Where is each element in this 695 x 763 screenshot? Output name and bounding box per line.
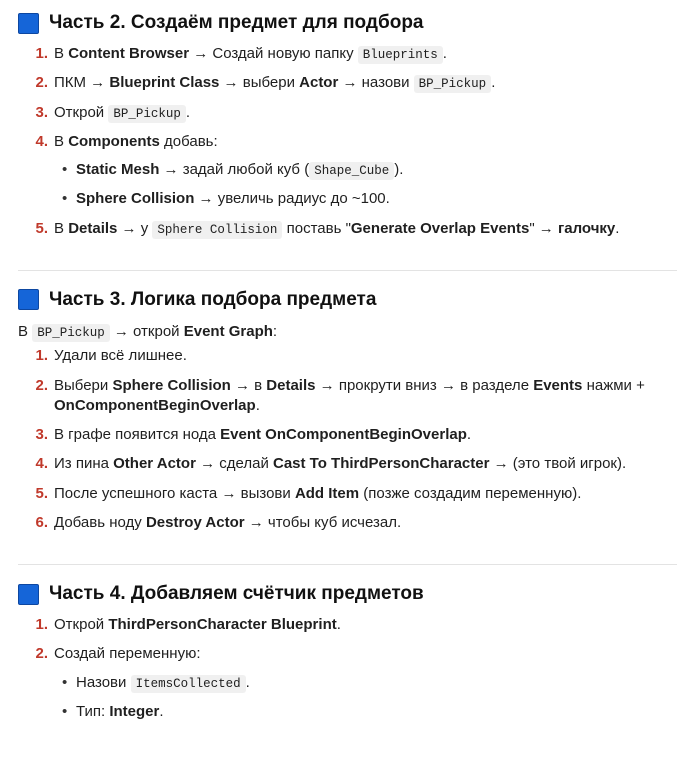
sub-list-item bbox=[76, 673, 677, 693]
text-run: : bbox=[272, 322, 278, 340]
text-run: В bbox=[54, 45, 69, 62]
emphasis-text: Static Mesh bbox=[76, 161, 160, 178]
emphasis-text: Sphere Collision bbox=[112, 376, 231, 394]
sub-list-item bbox=[76, 189, 677, 209]
emphasis-text: Details bbox=[266, 376, 316, 394]
text-run: ПКМ → bbox=[54, 74, 110, 92]
inline-code: BP_Pickup bbox=[32, 324, 110, 342]
list-item bbox=[54, 73, 677, 93]
text-run: . bbox=[466, 426, 472, 443]
text-run: ). bbox=[394, 161, 404, 178]
text-run: . bbox=[159, 702, 164, 720]
emphasis-text: Cast To ThirdPersonCharacter bbox=[273, 455, 490, 473]
emphasis-text: Content Browser bbox=[68, 45, 190, 62]
section-header bbox=[18, 583, 677, 605]
section-title: Часть 2. Создаём предмет для подбора bbox=[49, 12, 424, 33]
list-item bbox=[54, 219, 677, 239]
list-item bbox=[54, 346, 677, 366]
emphasis-text: Sphere Collision bbox=[76, 190, 195, 208]
text-run: Выбери bbox=[54, 376, 113, 394]
list-item bbox=[54, 484, 677, 504]
text-run: . bbox=[255, 396, 260, 414]
text-run: В bbox=[54, 132, 69, 150]
text-run: (позже создадим переменную). bbox=[359, 484, 582, 502]
section-header bbox=[18, 289, 677, 311]
emphasis-text: Actor bbox=[299, 74, 339, 92]
list-item bbox=[54, 644, 677, 722]
emphasis-text: Blueprint Class bbox=[109, 74, 220, 92]
text-run: добавь: bbox=[159, 132, 218, 150]
text-run: поставь " bbox=[282, 219, 351, 237]
text-run: Открой bbox=[54, 103, 109, 121]
document-section bbox=[18, 289, 677, 552]
list-item bbox=[54, 103, 677, 123]
emphasis-text: Add Item bbox=[294, 484, 360, 502]
text-run: " → bbox=[529, 219, 558, 237]
text-run: В bbox=[18, 322, 33, 340]
text-run: Открой bbox=[54, 616, 109, 633]
section-title: Часть 4. Добавляем счётчик предметов bbox=[49, 583, 424, 604]
sub-list bbox=[54, 673, 677, 723]
emphasis-text: ThirdPersonCharacter Blueprint bbox=[108, 616, 337, 633]
text-run: → у bbox=[117, 219, 153, 237]
section-header bbox=[18, 12, 677, 34]
text-run: После успешного каста → вызови bbox=[54, 484, 295, 502]
text-run: . bbox=[615, 219, 620, 237]
inline-code: ItemsCollected bbox=[131, 675, 246, 693]
text-run: → чтобы куб исчезал. bbox=[244, 513, 402, 531]
emphasis-text: Details bbox=[68, 219, 118, 237]
text-run: → назови bbox=[338, 74, 414, 92]
sub-list-item bbox=[76, 160, 677, 180]
text-run: → открой bbox=[109, 322, 184, 340]
step-list bbox=[18, 44, 677, 239]
text-run: . bbox=[336, 616, 341, 633]
text-run: В графе появится нода bbox=[54, 426, 221, 443]
emphasis-text: Components bbox=[68, 132, 160, 150]
step-list bbox=[18, 615, 677, 722]
text-run: Тип: bbox=[76, 702, 110, 720]
text-run: . bbox=[245, 673, 250, 691]
sub-list-item bbox=[76, 702, 677, 722]
emphasis-text: Other Actor bbox=[113, 455, 196, 473]
blue-square-icon bbox=[18, 289, 39, 310]
emphasis-text: галочку bbox=[557, 219, 616, 237]
text-run: → задай любой куб ( bbox=[159, 161, 310, 178]
emphasis-text: Events bbox=[533, 376, 583, 394]
text-run: → увеличь радиус до ~100. bbox=[194, 190, 390, 208]
document-section bbox=[18, 583, 677, 741]
section-divider bbox=[18, 564, 677, 565]
text-run: . bbox=[491, 74, 496, 92]
document-section bbox=[18, 12, 677, 258]
blue-square-icon bbox=[18, 584, 39, 605]
step-list bbox=[18, 346, 677, 533]
inline-code: Shape_Cube bbox=[309, 162, 394, 180]
list-item bbox=[54, 376, 677, 417]
text-run: Удали всё лишнее. bbox=[54, 347, 187, 365]
emphasis-text: Destroy Actor bbox=[145, 513, 245, 531]
emphasis-text: Event OnComponentBeginOverlap bbox=[220, 426, 467, 443]
inline-code: BP_Pickup bbox=[414, 75, 492, 93]
list-item bbox=[54, 132, 677, 210]
section-divider bbox=[18, 270, 677, 271]
text-run: Назови bbox=[76, 673, 131, 691]
text-run: нажми + bbox=[582, 376, 645, 394]
emphasis-text: OnComponentBeginOverlap bbox=[54, 396, 256, 414]
inline-code: BP_Pickup bbox=[108, 105, 186, 123]
list-item bbox=[54, 454, 677, 474]
section-title: Часть 3. Логика подбора предмета bbox=[49, 288, 377, 310]
text-run: Добавь ноду bbox=[54, 513, 146, 531]
emphasis-text: Event Graph bbox=[183, 322, 273, 340]
text-run: → выбери bbox=[219, 74, 300, 92]
list-item bbox=[54, 615, 677, 635]
section-intro bbox=[18, 321, 677, 343]
inline-code: Blueprints bbox=[358, 46, 443, 64]
text-run: → в bbox=[230, 376, 267, 394]
text-run: Из пина bbox=[54, 455, 114, 473]
blue-square-icon bbox=[18, 13, 39, 34]
list-item bbox=[54, 44, 677, 64]
text-run: . bbox=[185, 103, 191, 121]
emphasis-text: Integer bbox=[109, 702, 160, 720]
text-run: → сделай bbox=[195, 455, 273, 473]
text-run: В bbox=[54, 219, 69, 237]
list-item bbox=[54, 425, 677, 445]
sub-list bbox=[54, 160, 677, 210]
list-item bbox=[54, 513, 677, 533]
text-run: . bbox=[442, 45, 447, 62]
inline-code: Sphere Collision bbox=[152, 221, 282, 239]
text-run: Создай переменную: bbox=[54, 645, 201, 663]
emphasis-text: Generate Overlap Events bbox=[350, 219, 530, 237]
text-run: → прокрути вниз → в разделе bbox=[315, 376, 534, 394]
text-run: → (это твой игрок). bbox=[489, 455, 627, 473]
text-run: → Создай новую папку bbox=[189, 45, 358, 62]
